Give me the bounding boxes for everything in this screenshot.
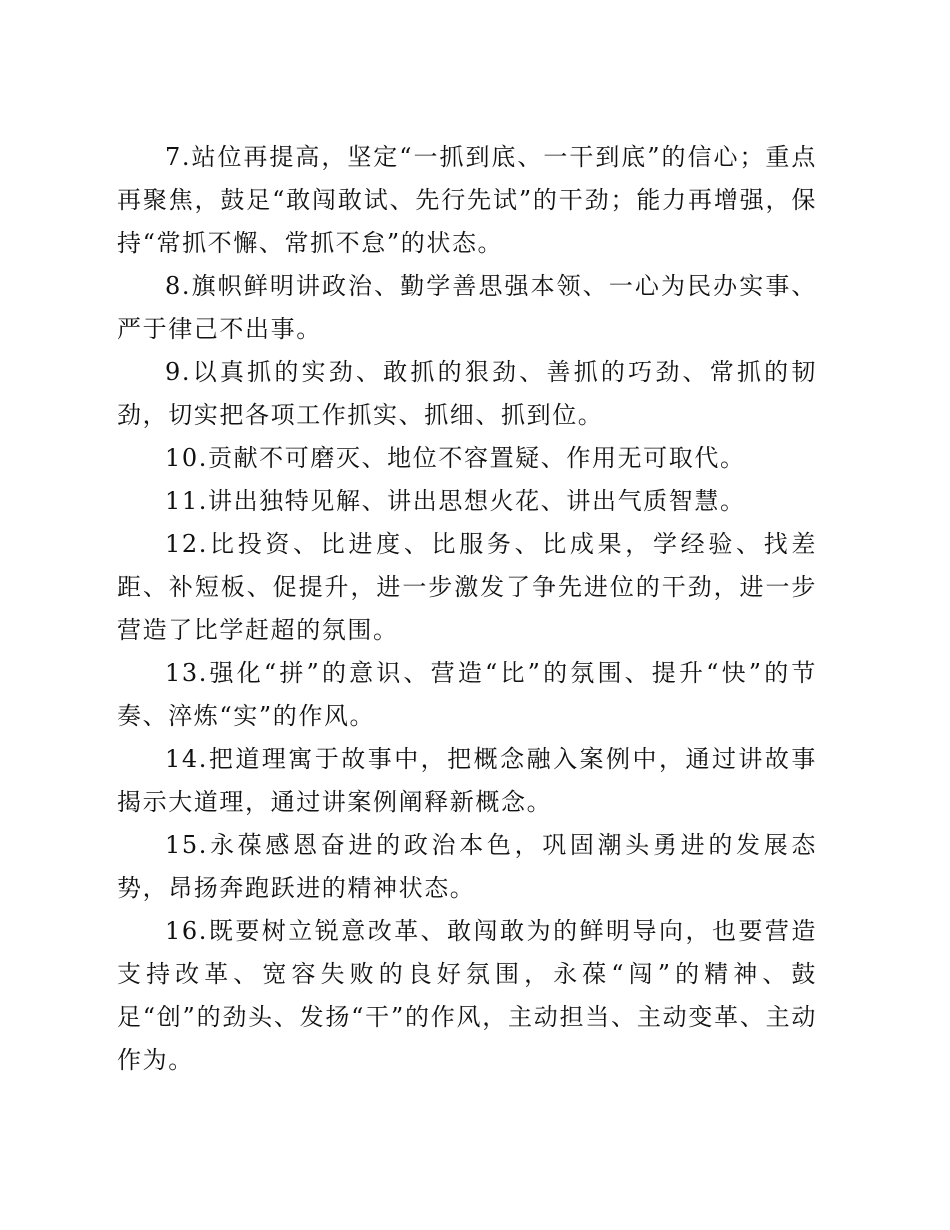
paragraph-13: 13.强化“拼”的意识、营造“比”的氛围、提升“快”的节奏、淬炼“实”的作风。 bbox=[117, 659, 817, 730]
paragraph-14: 14.把道理寓于故事中，把概念融入案例中，通过讲故事揭示大道理，通过讲案例阐释新概念。 bbox=[117, 745, 817, 816]
document-body bbox=[117, 136, 817, 1082]
paragraph-16: 16.既要树立锐意改革、敢闯敢为的鲜明导向，也要营造支持改革、宽容失败的良好氛围，永葆“闯”的精神、鼓足“创”的劲头、发扬“干”的作风，主动担当、主动变革、主动作为。 bbox=[117, 917, 817, 1074]
paragraph-12: 12.比投资、比进度、比服务、比成果，学经验、找差距、补短板、促提升，进一步激发了争先进位的干劲，进一步营造了比学赶超的氛围。 bbox=[117, 530, 817, 644]
paragraph-8: 8.旗帜鲜明讲政治、勤学善思强本领、一心为民办实事、严于律己不出事。 bbox=[117, 272, 817, 343]
paragraph-10: 10.贡献不可磨灭、地位不容置疑、作用无可取代。 bbox=[165, 444, 746, 472]
paragraph-15: 15.永葆感恩奋进的政治本色，巩固潮头勇进的发展态势，昂扬奔跑跃进的精神状态。 bbox=[117, 831, 817, 902]
paragraph-9: 9.以真抓的实劲、敢抓的狠劲、善抓的巧劲、常抓的韧劲，切实把各项工作抓实、抓细、抓到位。 bbox=[117, 358, 817, 429]
paragraph-11: 11.讲出独特见解、讲出思想火花、讲出气质智慧。 bbox=[165, 487, 746, 515]
paragraph-7: 7.站位再提高，坚定“一抓到底、一干到底”的信心；重点再聚焦，鼓足“敢闯敢试、先行先试”的干劲；能力再增强，保持“常抓不懈、常抓不怠”的状态。 bbox=[117, 143, 817, 257]
